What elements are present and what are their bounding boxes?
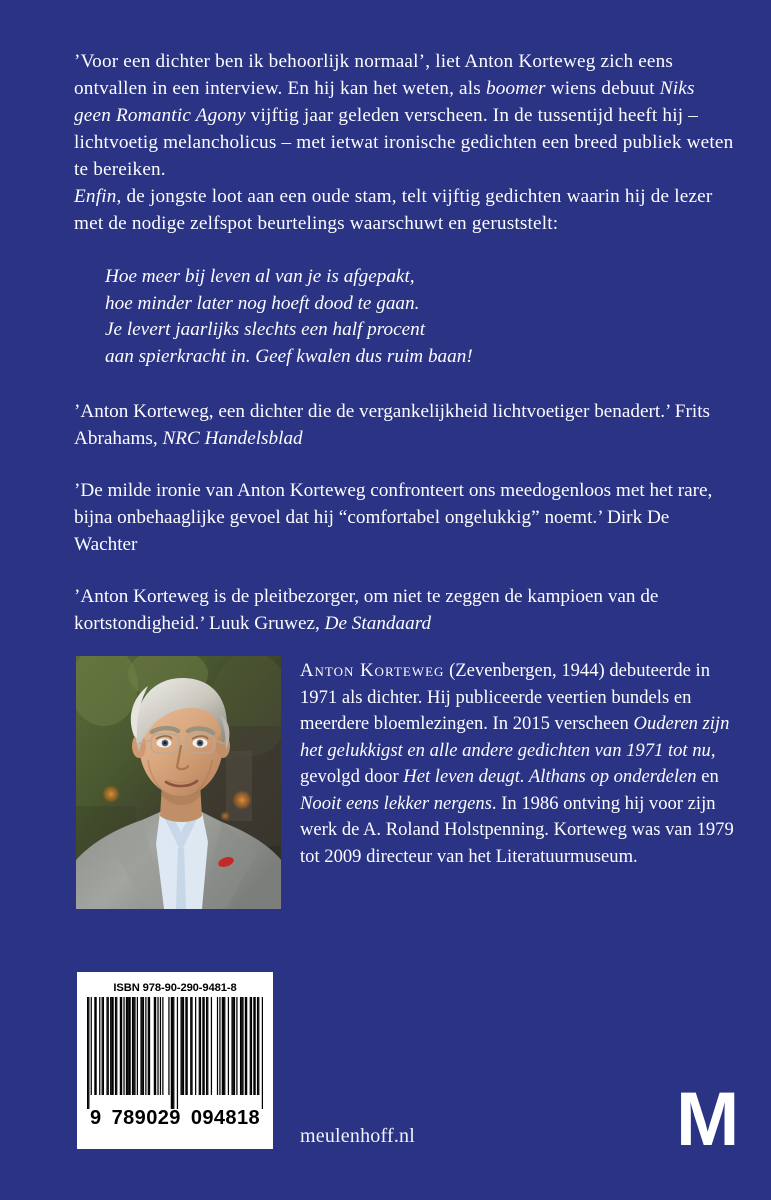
bio-italic-title-3: Nooit eens lekker nergens: [300, 792, 492, 814]
bio-text-1: (Zevenbergen, 1944) debuteerde in 1971 als dichter. Hij publiceerde veertien bundels en meerdere bloemlezingen. In 2015 verscheen: [300, 660, 711, 734]
ean-digit-group: 9: [90, 1107, 102, 1129]
author-name: Anton Korteweg: [300, 660, 445, 681]
poem-line: Hoe meer bij leven al van je is afgepakt,: [105, 266, 415, 287]
author-portrait-photo: [76, 656, 281, 909]
blurb-p1-italic-boomer: boomer: [485, 78, 546, 99]
blurb-p1-italic-title: Niks geen Romantic Agony: [74, 78, 695, 126]
author-biography: [300, 658, 736, 870]
bio-text-2: , gevolgd door: [300, 739, 716, 787]
bio-italic-title-1: Ouderen zijn het gelukkigst en alle andere gedichten van 1971 tot nu: [300, 713, 730, 761]
quote-text: ’Anton Korteweg is de pleitbezorger, om niet te zeggen de kampioen van de kortstondigheid.’ Luuk Gruwez,: [74, 586, 659, 634]
isbn-barcode-panel: [77, 972, 273, 1149]
bio-text-3: en: [696, 766, 719, 787]
ean-digits: [86, 1107, 264, 1130]
poem-line: hoe minder later nog hoeft dood te gaan.: [105, 292, 420, 314]
blurb-p1-text-3: vijftig jaar geleden verscheen. In de tussentijd heeft hij – lichtvoetig melancholicus – met ietwat ironische gedichten een breed publiek weten te bereiken.: [74, 105, 734, 180]
barcode-bars: [87, 997, 263, 1109]
isbn-label: ISBN 978-90-290-9481-8: [113, 982, 237, 994]
quote-source: NRC Handelsblad: [162, 428, 303, 449]
quote-text: ’De milde ironie van Anton Korteweg confronteert ons meedogenloos met het rare, bijna onbehaaglijke gevoel dat hij “comfortabel ongelukkig” noemt.’ Dirk De Wachter: [74, 480, 713, 555]
quote-text: ’Anton Korteweg, een dichter die de vergankelijkheid lichtvoetiger benadert.’ Frits Abrahams,: [74, 401, 710, 449]
publisher-website[interactable]: meulenhoff.nl: [300, 1125, 415, 1147]
blurb-paragraph-2: [74, 183, 736, 237]
ean-digit-group: 789029: [111, 1107, 181, 1129]
press-quote: [74, 583, 736, 637]
poem-line: aan spierkracht in. Geef kwalen dus ruim baan!: [105, 345, 473, 367]
press-quotes: [74, 398, 736, 637]
blurb-p2-italic-enfin: Enfin: [74, 186, 117, 207]
blurb-p1-text-1: ’Voor een dichter ben ik behoorlijk normaal’, liet Anton Korteweg zich eens ontvallen in een interview. En hij kan het weten, als: [74, 51, 674, 99]
bio-italic-title-2: Het leven deugt. Althans op onderdelen: [403, 766, 697, 787]
press-quote: [74, 398, 736, 452]
blurb-p1-text-2: wiens debuut: [545, 78, 660, 99]
blurb-paragraph-1: [74, 48, 736, 183]
blurb-section: [74, 48, 736, 637]
press-quote: [74, 477, 736, 558]
quote-source: De Standaard: [324, 613, 432, 634]
poem-excerpt: [74, 264, 736, 370]
bio-text-4: . In 1986 ontving hij voor zijn werk de A. Roland Holstpenning. Korteweg was van 1979 tot 2009 directeur van het Literatuurmuseum.: [300, 792, 734, 867]
ean-digit-group: 094818: [190, 1107, 260, 1129]
meulenhoff-logo: M: [676, 1077, 738, 1162]
blurb-p2-text-1: , de jongste loot aan een oude stam, telt vijftig gedichten waarin hij de lezer met de nodige zelfspot beurtelings waarschuwt en geruststelt:: [74, 186, 713, 234]
poem-line: Je levert jaarlijks slechts een half procent: [105, 319, 426, 340]
